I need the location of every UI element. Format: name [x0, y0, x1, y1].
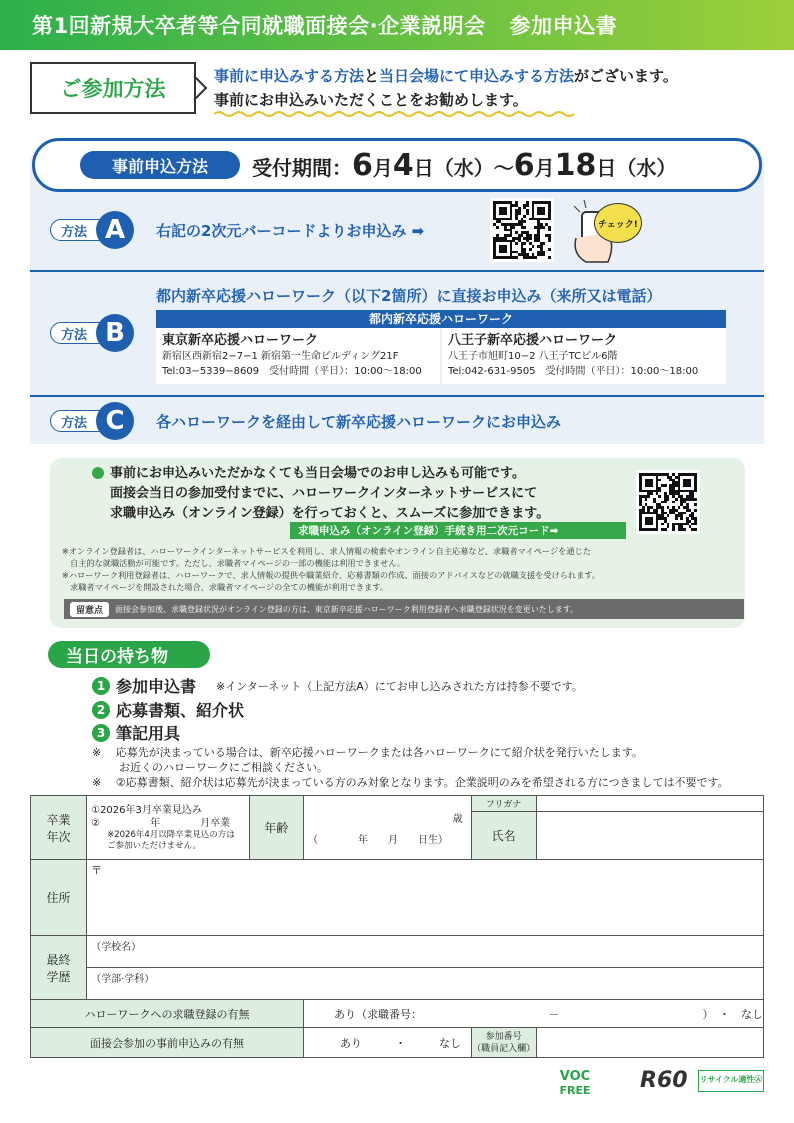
grad-option-1[interactable]: ①2026年3月卒業見込み — [91, 804, 202, 816]
office-name: 東京新卒応援ハローワーク — [162, 333, 319, 348]
recycle-logo: リサイクル適性Ⓐ — [698, 1070, 764, 1092]
bring-item — [92, 674, 583, 697]
note-hellowork-2: 求職者マイページを開設された場合、求職者マイページの全ての機能が利用できます。 — [70, 582, 389, 592]
method-a-tag: 方法 — [50, 219, 120, 241]
item-number: 1 — [92, 677, 110, 695]
application-period — [252, 148, 676, 183]
advance-label: 事前申込方法 — [80, 151, 240, 179]
hellowork-table-header: 都内新卒応援ハローワーク — [156, 310, 726, 328]
item-text: 応募書類、紹介状 — [116, 701, 245, 720]
faculty-input[interactable] — [87, 968, 764, 1000]
item-number: 3 — [92, 724, 110, 742]
age-field[interactable] — [303, 796, 471, 860]
age-unit: 歳 — [452, 813, 463, 825]
qr-code-label: 求職申込み（オンライン登録）手続き用二次元コード➡ — [290, 522, 626, 539]
underline-decoration — [214, 110, 579, 118]
howto-intro — [214, 64, 784, 112]
period-start-month: 6 — [352, 148, 373, 183]
item-text: 筆記用具 — [116, 724, 181, 743]
address-label: 住所 — [31, 860, 87, 936]
bring-label: 当日の持ち物 — [48, 641, 210, 668]
item-number: 2 — [92, 701, 110, 719]
intro-advance: 事前に申込みする方法 — [214, 67, 365, 85]
period-month-unit: 月 — [372, 156, 393, 180]
note-online: ※オンライン登録者は、ハローワークインターネットサービスを利用し、求人情報の検索やオンライン自主応募など、求職者マイページを通じた — [62, 546, 591, 556]
grad-option-2[interactable]: ② 年 月卒業 — [91, 817, 231, 829]
entry-number-label: 参加番号 （職員記入欄） — [471, 1028, 536, 1058]
note-documents: ※ ②応募書類、紹介状は応募先が決まっている方のみ対象となります。企業説明のみを希望される方につきましては不要です。 — [92, 776, 729, 789]
r60-logo: R60 — [640, 1068, 688, 1093]
method-a-letter: A — [96, 211, 134, 249]
education-label: 最終学歴 — [31, 936, 87, 1000]
name-input[interactable] — [536, 812, 763, 860]
office-contact: Tel:03−5339−8609 受付時間（平日）：10:00～18:00 — [162, 366, 422, 377]
office-address: 新宿区西新宿2−7−1 新宿第一生命ビルディング21F — [162, 351, 399, 362]
onsite-text — [110, 464, 549, 524]
postal-mark: 〒 — [91, 864, 103, 877]
qr-module — [694, 528, 697, 531]
method-c-letter: C — [96, 402, 134, 440]
address-input[interactable] — [87, 860, 764, 936]
pre-application-label: 面接会参加の事前申込みの有無 — [31, 1028, 304, 1058]
age-label: 年齢 — [249, 796, 303, 860]
method-b-text: 都内新卒応援ハローワーク（以下2箇所）に直接お申込み（来所又は電話） — [156, 287, 662, 305]
application-form — [30, 795, 764, 1058]
office-tokyo — [156, 328, 440, 384]
check-badge: チェック! — [594, 203, 642, 243]
qr-module — [548, 256, 551, 259]
period-end-month: 6 — [513, 148, 535, 183]
period-prefix: 受付期間： — [252, 156, 352, 180]
note-hellowork: ※ハローワーク利用登録者は、ハローワークで、求人情報の提供や職業紹介、応募書類の作成、面接のアドバイスなどの就職支援を受けられます。 — [62, 570, 600, 580]
grad-note: ※2026年4月以降卒業見込の方は ご参加いただけません。 — [107, 829, 235, 851]
method-c-text: 各ハローワークを経由して新卒応援ハローワークにお申込み — [156, 413, 562, 431]
grad-field[interactable] — [87, 796, 249, 860]
period-end-day: 18 — [554, 148, 597, 183]
item-text: 参加申込書 — [116, 677, 197, 696]
method-c-tag: 方法 — [50, 410, 120, 432]
intro-tail: がございます。 — [574, 67, 678, 85]
faculty-label: （学部·学科） — [91, 974, 155, 985]
method-a-text: 右記の2次元バーコードよりお申込み ➡ — [156, 222, 425, 240]
onsite-line3: 求職申込み（オンライン登録）を行っておくと、スムーズに参加できます。 — [110, 506, 550, 521]
bring-item — [92, 698, 244, 721]
period-start-day: 4 — [392, 148, 414, 183]
onsite-notes — [62, 545, 600, 593]
name-label: 氏名 — [471, 812, 536, 860]
voc-free-logo: VOC FREE — [559, 1069, 591, 1097]
divider — [30, 395, 764, 397]
onsite-line1: 事前にお申込みいただかなくても当日会場でのお申し込みも可能です。 — [110, 466, 525, 481]
divider — [30, 270, 764, 272]
office-name: 八王子新卒応援ハローワーク — [448, 333, 618, 348]
school-label: （学校名） — [91, 942, 142, 953]
qr-code-method-a[interactable] — [490, 198, 554, 262]
caution-tag: 留意点 — [70, 602, 109, 617]
furigana-label: フリガナ — [471, 796, 536, 812]
chevron-right-icon — [190, 74, 210, 102]
period-end-tail: 日（水） — [596, 156, 677, 180]
bring-notes — [92, 745, 729, 790]
office-address: 八王子市旭町10−2 八王子TCビル6階 — [448, 351, 618, 362]
bullet-icon — [92, 467, 104, 479]
page-subtitle: 参加申込書 — [509, 14, 618, 38]
intro-onsite: 当日会場にて申込みする方法 — [379, 67, 575, 85]
page-title-banner — [0, 0, 794, 50]
office-contact: Tel:042-631-9505 受付時間（平日）：10:00～18:00 — [448, 366, 699, 377]
entry-number-input[interactable] — [536, 1028, 763, 1058]
birth-date: （ 年 月 日生） — [307, 834, 448, 846]
period-month-unit-2: 月 — [534, 156, 555, 180]
office-hachioji — [442, 328, 726, 384]
item-note: ※インターネット（上記方法A）にてお申し込みされた方は持参不要です。 — [216, 679, 583, 693]
bring-item — [92, 721, 180, 744]
caution-bar — [64, 599, 744, 619]
pre-application-field[interactable]: あり ・ なし — [303, 1028, 471, 1058]
method-b-tag: 方法 — [50, 322, 120, 344]
registration-label: ハローワークへの求職登録の有無 — [31, 1000, 304, 1028]
note-referral-2: お近くのハローワークにご相談ください。 — [119, 761, 328, 774]
note-referral: ※ 応募先が決まっている場合は、新卒応援ハローワークまたは各ハローワークにて紹介状を発行いたします。 — [92, 746, 643, 759]
onsite-line2: 面接会当日の参加受付までに、ハローワークインターネットサービスにて — [110, 486, 538, 501]
grad-label: 卒業年次 — [31, 796, 87, 860]
howto-label: ご参加方法 — [30, 62, 196, 114]
note-online-2: 自主的な就職活動が可能です。ただし、求職者マイページの一部の機能は利用できません。 — [70, 558, 406, 568]
intro-and: と — [364, 67, 380, 85]
method-b-letter: B — [96, 314, 134, 352]
school-input[interactable] — [87, 936, 764, 968]
page-title: 第1回新規大卒者等合同就職面接会·企業説明会 — [32, 14, 486, 38]
period-sep: 日（水）～ — [413, 156, 514, 180]
intro-recommend: 事前にお申込みいただくことをお勧めします。 — [214, 91, 528, 109]
caution-text: 面接会参加後、求職登録状況がオンライン登録の方は、東京新卒応援ハローワーク利用登録者へ求職登録状況を変更いたします。 — [115, 604, 579, 614]
registration-field[interactable]: あり（求職番号： － ） ・ なし — [303, 1000, 763, 1028]
qr-code-online-registration[interactable] — [636, 470, 700, 534]
furigana-input[interactable] — [536, 796, 763, 812]
